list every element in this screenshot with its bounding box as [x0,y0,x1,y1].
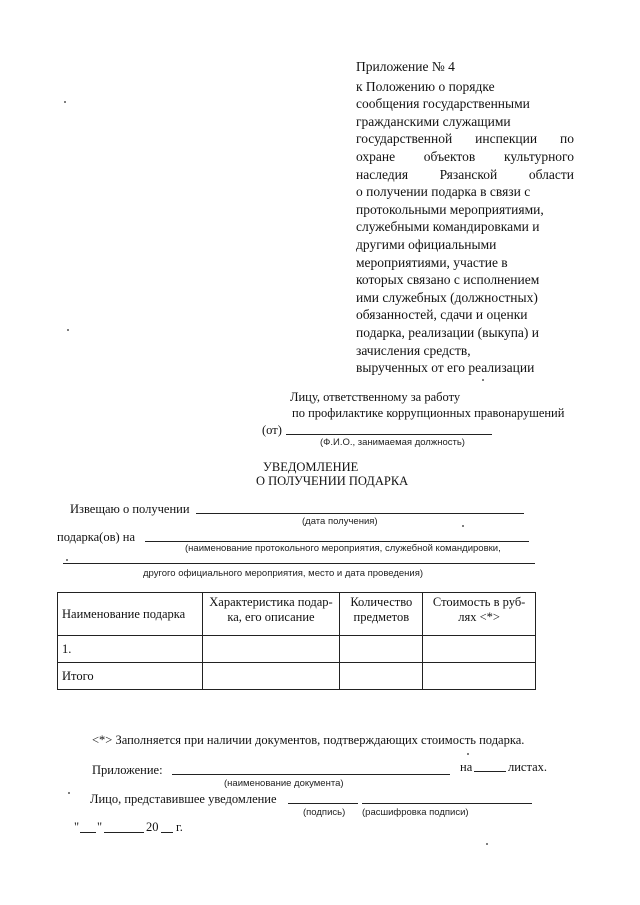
table-header: Наименование подарка [58,593,203,636]
signature-input-line[interactable] [288,803,358,804]
appendix-line: служебными командировками и [356,219,540,235]
appendix-line: которых связано с исполнением [356,272,540,288]
received-date-input-line[interactable] [196,513,524,514]
event-caption-2: другого официального мероприятия, место и дата проведения) [143,568,424,579]
sheets-count-input-line[interactable] [474,771,506,772]
gifts-table [57,592,536,690]
appendix-line: к Положению о порядке [356,78,495,94]
attachment-input-line[interactable] [172,774,450,775]
received-label: Извещаю о получении [70,502,190,516]
appendix-line: охране объектов культурного [356,148,574,164]
appendix-line: сообщения государственными [356,96,530,112]
scan-speck [67,329,69,331]
attachment-on-label: на [460,760,473,774]
gifts-label: подарка(ов) на [57,530,136,544]
appendix-line: обязанностей, сдачи и оценки [356,307,528,323]
from-caption: (Ф.И.О., занимаемая должность) [320,437,465,448]
notice-subheading: О ПОЛУЧЕНИИ ПОДАРКА [256,474,409,488]
scan-speck [467,753,469,755]
event-input-line[interactable] [145,541,529,542]
appendix-line: мероприятиями, участие в [356,254,508,270]
appendix-line: о получении подарка в связи с [356,184,531,200]
table-header-row [58,593,536,636]
scan-speck [66,559,68,561]
scan-speck [486,843,488,845]
table-header: Количество предметов [340,593,423,636]
date-quote-open: " [74,820,80,834]
scan-speck [462,525,464,527]
appendix-line: протокольными мероприятиями, [356,201,544,217]
addressee-line-2: по профилактике коррупционных правонарушений [292,406,565,420]
date-quote-close: " [97,820,103,834]
table-cell[interactable] [423,663,536,690]
table-cell[interactable] [202,636,340,663]
table-cell[interactable] [202,663,340,690]
received-date-caption: (дата получения) [302,516,378,527]
table-cell[interactable]: Итого [58,663,203,690]
date-year-suffix: г. [176,820,183,834]
table-cell[interactable] [340,636,423,663]
appendix-line: подарка, реализации (выкупа) и [356,324,540,340]
date-month-input-line[interactable] [104,832,144,833]
scan-speck [68,792,70,794]
attachment-caption: (наименование документа) [224,778,344,789]
footnote: <*> Заполняется при наличии документов, подтверждающих стоимость подарка. [92,733,525,747]
appendix-line: вырученных от его реализации [356,360,535,376]
date-year-input-line[interactable] [161,832,173,833]
notice-heading: УВЕДОМЛЕНИЕ [263,460,359,474]
table-header: Стоимость в руб-лях <*> [423,593,536,636]
scan-speck [482,379,484,381]
signature-label: Лицо, представившее уведомление [90,792,277,806]
from-input-line[interactable] [286,434,492,435]
appendix-line: другими официальными [356,236,497,252]
event-caption-1: (наименование протокольного мероприятия, служебной командировки, [185,543,501,554]
appendix-line: ими служебных (должностных) [356,289,538,305]
attachment-label: Приложение: [92,763,163,777]
addressee-line-1: Лицу, ответственному за работу [290,390,461,404]
appendix-block [356,58,574,377]
signature-decode-caption: (расшифровка подписи) [362,807,469,818]
appendix-line: государственной инспекции по [356,131,574,147]
date-day-input-line[interactable] [80,832,96,833]
appendix-line: зачисления средств, [356,342,471,358]
date-year-prefix: 20 [146,820,159,834]
signature-caption: (подпись) [303,807,346,818]
table-cell[interactable]: 1. [58,636,203,663]
signature-decode-input-line[interactable] [362,803,532,804]
appendix-line: гражданскими служащими [356,113,511,129]
table-row [58,663,536,690]
table-cell[interactable] [340,663,423,690]
table-row [58,636,536,663]
appendix-line: наследия Рязанской области [356,166,574,182]
scan-speck [64,101,66,103]
event-input-line-2[interactable] [63,563,535,564]
table-cell[interactable] [423,636,536,663]
sheets-label: листах. [508,760,548,774]
table-header: Характеристика подар-ка, его описание [202,593,340,636]
from-label: (от) [262,423,282,437]
appendix-title: Приложение № 4 [356,59,455,74]
